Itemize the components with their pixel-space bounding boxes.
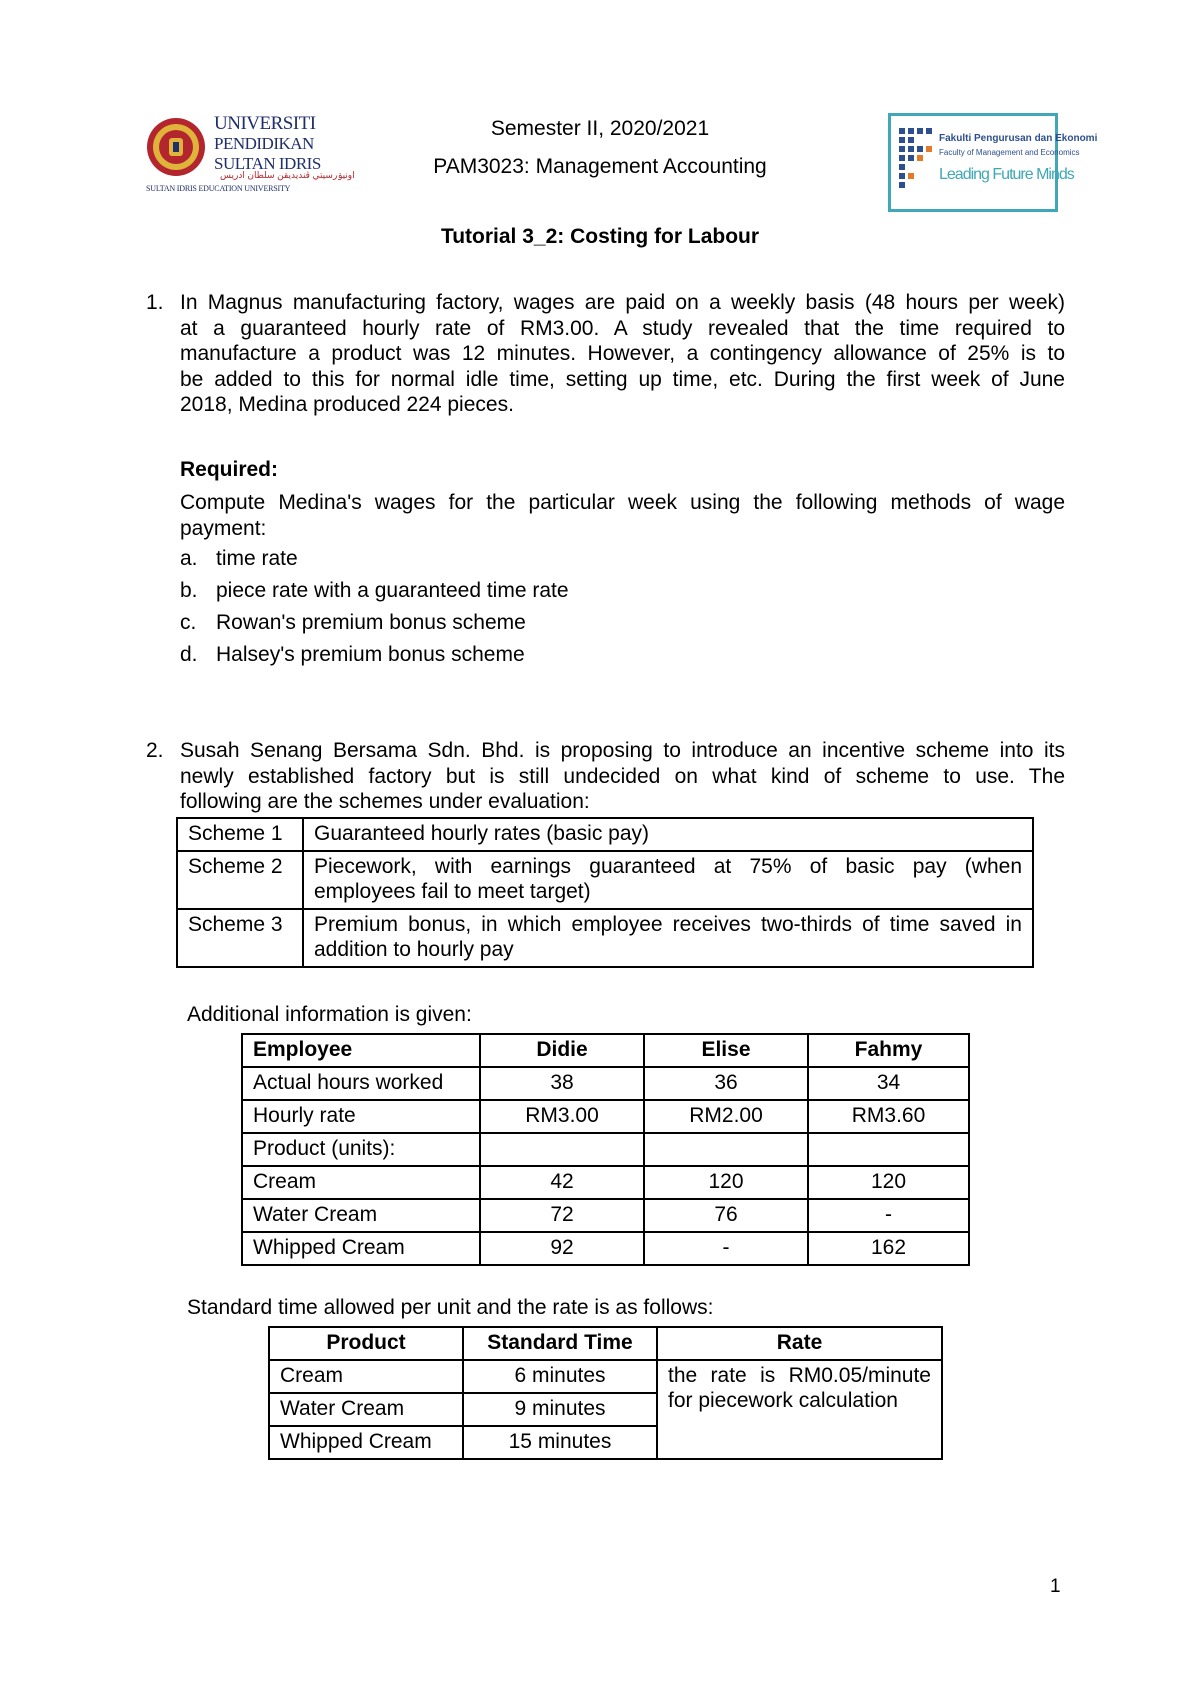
column-header: Didie <box>480 1034 644 1067</box>
column-header: Elise <box>644 1034 808 1067</box>
q1-instruction-line: Compute Medina's wages for the particular week using the following methods of wage <box>180 491 1065 514</box>
q1-instruction <box>180 490 1065 541</box>
q1-line: manufacture a product was 12 minutes. However, a contingency allowance of 25% is to <box>180 342 1065 365</box>
table-cell: 9 minutes <box>463 1393 657 1426</box>
table-cell: Water Cream <box>269 1393 463 1426</box>
q2-number: 2. <box>146 739 164 762</box>
table-cell: Water Cream <box>242 1199 480 1232</box>
scheme-description <box>303 818 1033 851</box>
q1-instruction-line: payment: <box>180 516 267 540</box>
scheme-name: Scheme 1 <box>177 818 303 851</box>
column-header: Employee <box>242 1034 480 1067</box>
list-letter: a. <box>180 547 198 570</box>
rate-cell <box>657 1360 942 1459</box>
table-row <box>242 1067 969 1100</box>
q1-text <box>180 290 1065 418</box>
table-cell: 92 <box>480 1232 644 1265</box>
scheme-line: employees fail to meet target) <box>314 880 591 903</box>
faculty-dots-icon <box>899 128 935 200</box>
table-cell: 36 <box>644 1067 808 1100</box>
scheme-line: addition to hourly pay <box>314 938 514 961</box>
q2-line: newly established factory but is still undecided on what kind of scheme to use. The <box>180 764 1065 788</box>
semester-label: Semester II, 2020/2021 <box>490 117 710 140</box>
scheme-description <box>303 909 1033 967</box>
column-header: Standard Time <box>463 1327 657 1360</box>
list-text: time rate <box>216 547 298 570</box>
standard-time-table <box>268 1326 943 1460</box>
table-cell: - <box>644 1232 808 1265</box>
table-row <box>177 851 1033 909</box>
logo-line-3: SULTAN IDRIS <box>214 154 321 173</box>
list-letter: b. <box>180 579 198 602</box>
scheme-name: Scheme 2 <box>177 851 303 909</box>
q1-line: be added to this for normal idle time, setting up time, etc. During the first week of June <box>180 367 1065 391</box>
table-row <box>177 818 1033 851</box>
table-row <box>242 1166 969 1199</box>
scheme-line: Piecework, with earnings guaranteed at 75% of basic pay (when <box>314 855 1022 878</box>
table-cell: - <box>808 1199 969 1232</box>
faculty-slogan: Leading Future Minds <box>939 166 1074 183</box>
q1-line: 2018, Medina produced 224 pieces. <box>180 393 514 416</box>
table-cell: 120 <box>808 1166 969 1199</box>
logo-jawi: اونيۏرسيتي ڤنديديقن سلطان ادريس <box>220 170 355 180</box>
logo-tagline: SULTAN IDRIS EDUCATION UNIVERSITY <box>146 184 291 193</box>
q1-line: In Magnus manufacturing factory, wages are paid on a weekly basis (48 hours per week) <box>180 291 1065 314</box>
table-cell: 76 <box>644 1199 808 1232</box>
q2-text <box>180 738 1065 815</box>
table-header-row <box>269 1327 942 1360</box>
q2-line: Susah Senang Bersama Sdn. Bhd. is proposing to introduce an incentive scheme into its <box>180 739 1065 762</box>
table-row <box>269 1360 942 1393</box>
faculty-logo <box>888 113 1098 212</box>
page-title: Tutorial 3_2: Costing for Labour <box>440 225 760 248</box>
faculty-name-english: Faculty of Management and Economics <box>939 148 1080 157</box>
table-cell: Hourly rate <box>242 1100 480 1133</box>
list-letter: c. <box>180 611 197 634</box>
list-item <box>180 643 525 667</box>
table-cell: Whipped Cream <box>242 1232 480 1265</box>
table-cell: 120 <box>644 1166 808 1199</box>
table-row <box>242 1232 969 1265</box>
list-text: Halsey's premium bonus scheme <box>216 643 525 666</box>
schemes-table <box>176 817 1034 968</box>
list-letter: d. <box>180 643 198 666</box>
scheme-line: Guaranteed hourly rates (basic pay) <box>314 822 650 845</box>
rate-line: the rate is RM0.05/minute <box>668 1364 931 1387</box>
column-header: Product <box>269 1327 463 1360</box>
standard-time-label: Standard time allowed per unit and the rate is as follows: <box>187 1296 714 1319</box>
q1-line: at a guaranteed hourly rate of RM3.00. A study revealed that the time required to <box>180 316 1065 340</box>
q1-body <box>180 290 1065 418</box>
table-cell: 38 <box>480 1067 644 1100</box>
table-cell: Whipped Cream <box>269 1426 463 1459</box>
list-text: piece rate with a guaranteed time rate <box>216 579 569 602</box>
table-cell <box>808 1133 969 1166</box>
table-cell: RM3.60 <box>808 1100 969 1133</box>
page-number: 1 <box>1050 1576 1061 1597</box>
table-cell: Actual hours worked <box>242 1067 480 1100</box>
table-cell: 162 <box>808 1232 969 1265</box>
table-cell: 6 minutes <box>463 1360 657 1393</box>
required-label: Required: <box>180 458 279 481</box>
table-cell: RM3.00 <box>480 1100 644 1133</box>
q2-line: following are the schemes under evaluation: <box>180 790 590 813</box>
table-cell: 34 <box>808 1067 969 1100</box>
table-header-row <box>242 1034 969 1067</box>
table-row <box>242 1199 969 1232</box>
column-header: Rate <box>657 1327 942 1360</box>
table-cell <box>644 1133 808 1166</box>
table-cell: RM2.00 <box>644 1100 808 1133</box>
list-item <box>180 547 298 571</box>
table-row <box>177 909 1033 967</box>
table-cell <box>480 1133 644 1166</box>
table-cell: Cream <box>269 1360 463 1393</box>
scheme-line: Premium bonus, in which employee receives two-thirds of time saved in <box>314 913 1022 936</box>
list-item <box>180 611 526 635</box>
table-cell: 72 <box>480 1199 644 1232</box>
additional-info-label: Additional information is given: <box>187 1003 472 1026</box>
column-header: Fahmy <box>808 1034 969 1067</box>
faculty-name-malay: Fakulti Pengurusan dan Ekonomi <box>939 133 1098 144</box>
table-row <box>242 1133 969 1166</box>
list-item <box>180 579 569 603</box>
logo-line-1: UNIVERSITI <box>214 113 316 134</box>
table-cell: 42 <box>480 1166 644 1199</box>
employee-table <box>241 1033 970 1266</box>
rate-line: for piecework calculation <box>668 1389 898 1412</box>
table-row <box>242 1100 969 1133</box>
table-cell: Cream <box>242 1166 480 1199</box>
q1-number: 1. <box>146 291 164 314</box>
scheme-name: Scheme 3 <box>177 909 303 967</box>
logo-line-2: PENDIDIKAN <box>214 134 314 153</box>
table-cell: Product (units): <box>242 1133 480 1166</box>
course-label: PAM3023: Management Accounting <box>433 155 767 178</box>
table-cell: 15 minutes <box>463 1426 657 1459</box>
scheme-description <box>303 851 1033 909</box>
list-text: Rowan's premium bonus scheme <box>216 611 526 634</box>
